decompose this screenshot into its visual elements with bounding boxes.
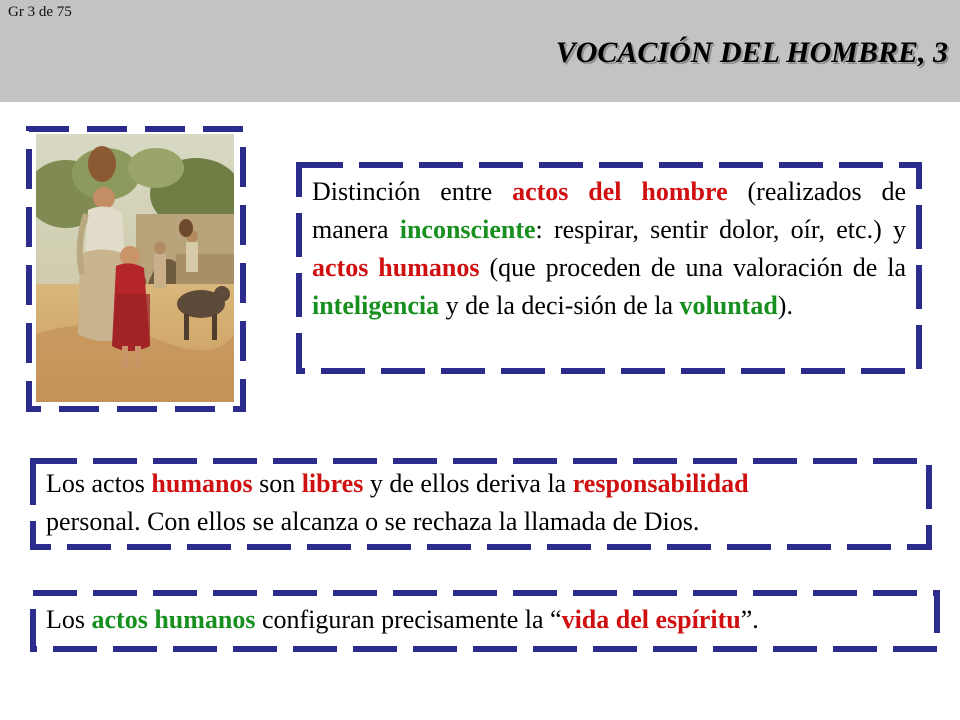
definition-text: [312, 173, 906, 325]
slide-counter: Gr 3 de 75: [8, 4, 72, 20]
slide-title: VOCACIÓN DEL HOMBRE, 3: [555, 36, 948, 69]
text-segment: ”.: [740, 605, 759, 634]
text-segment: : respirar, sentir dolor, oír, etc.) y: [535, 215, 906, 244]
text-segment: y de ellos deriva la: [363, 469, 573, 498]
keyword-responsabilidad: responsabilidad: [572, 469, 749, 498]
picture-frame: [26, 126, 246, 412]
text-segment: y de la deci-sión de la: [439, 291, 680, 320]
freedom-text: [46, 465, 920, 541]
freedom-line-2: personal. Con ellos se alcanza o se rechaza la llamada de Dios.: [46, 507, 700, 536]
spirit-box: [30, 590, 940, 652]
keyword-vida-del-espiritu: vida del espíritu: [561, 605, 741, 634]
keyword-actos-humanos: actos humanos: [91, 605, 256, 634]
keyword-actos-humanos: actos humanos: [312, 253, 480, 282]
freedom-line-1: [46, 465, 920, 503]
text-segment: Los actos: [46, 469, 152, 498]
text-segment: son: [252, 469, 302, 498]
keyword-humanos: humanos: [151, 469, 253, 498]
keyword-inteligencia: inteligencia: [312, 291, 440, 320]
definition-box: [296, 162, 922, 374]
text-segment: ).: [777, 291, 793, 320]
keyword-inconsciente: inconsciente: [399, 215, 536, 244]
freedom-box: [30, 458, 932, 550]
keyword-actos-del-hombre: actos del hombre: [512, 177, 728, 206]
spirit-text: [46, 601, 930, 639]
text-segment: Distinción entre: [312, 177, 513, 206]
text-segment: (realizados de manera: [312, 177, 906, 244]
painting-women-carrying-water-jars-icon: [36, 134, 234, 402]
keyword-voluntad: voluntad: [679, 291, 778, 320]
header-bar: [0, 0, 960, 102]
text-segment: configuran precisamente la “: [255, 605, 562, 634]
text-segment: Los: [46, 605, 92, 634]
text-segment: (que proceden de una valoración de la: [479, 253, 906, 282]
keyword-libres: libres: [301, 469, 364, 498]
